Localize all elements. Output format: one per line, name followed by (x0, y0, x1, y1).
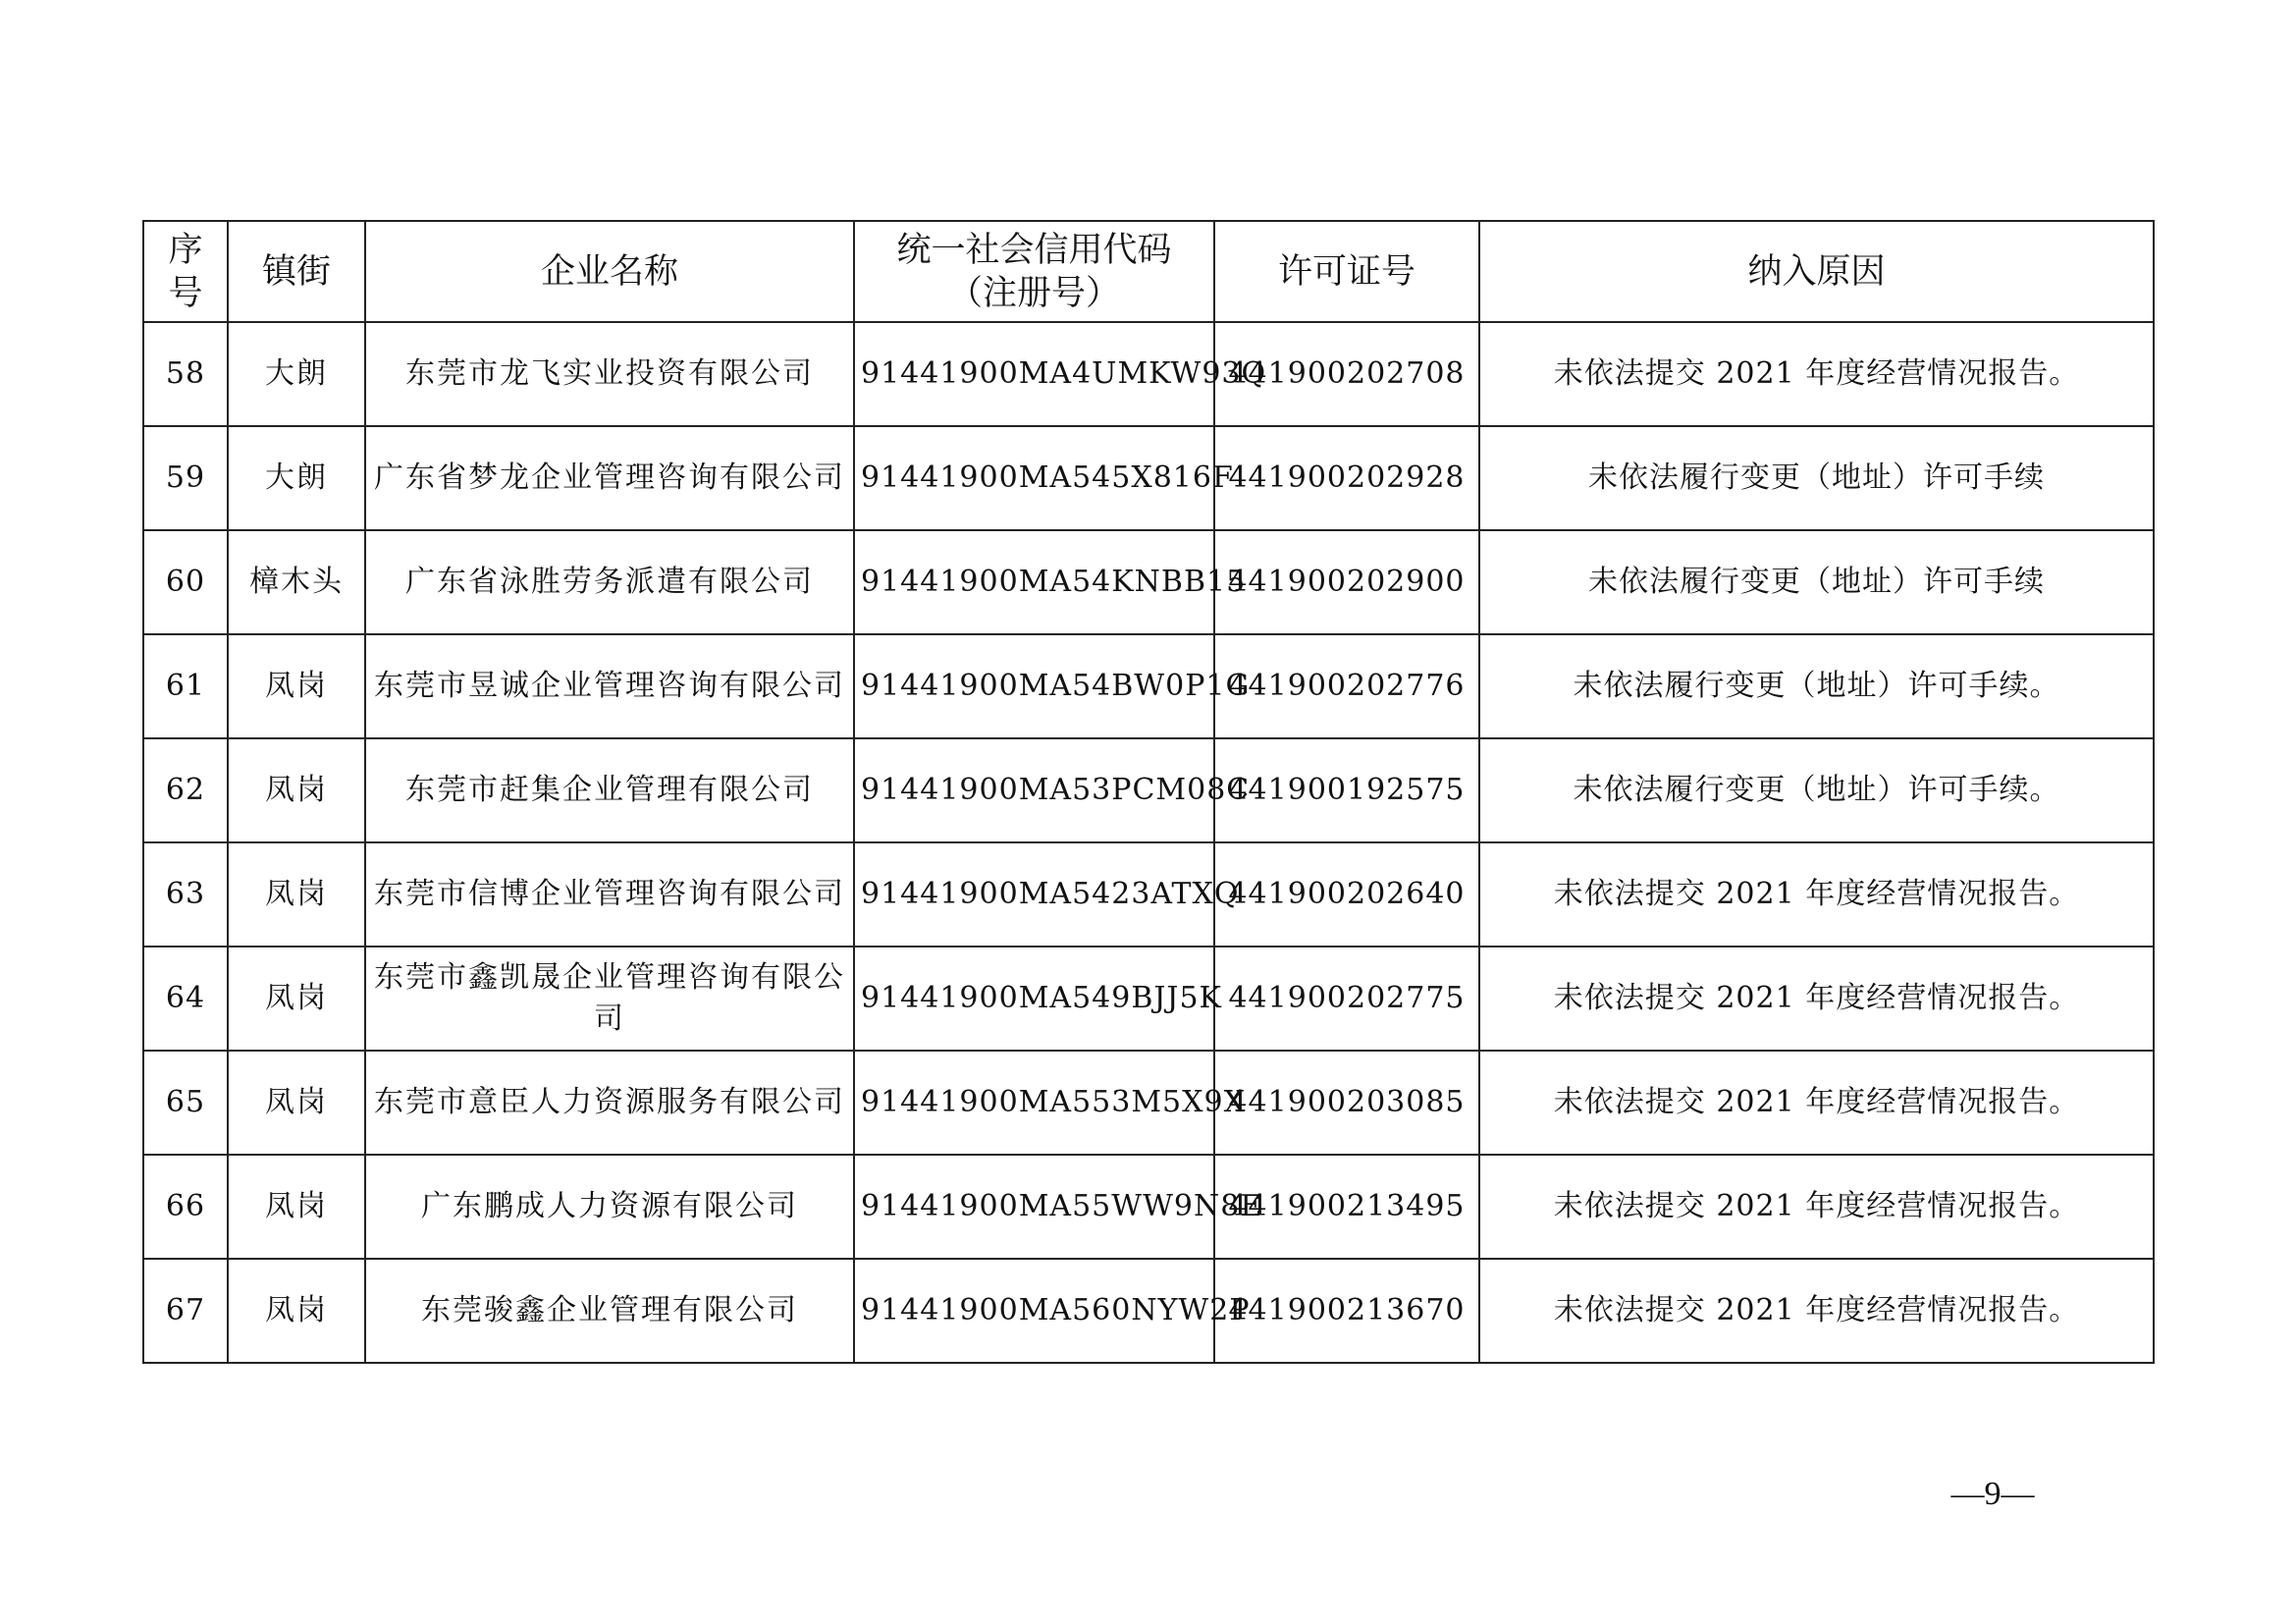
table-row (143, 426, 2154, 530)
cell-reason: 未依法履行变更（地址）许可手续。 (1479, 738, 2154, 842)
cell-credit-code: 91441900MA54BW0P1G (854, 634, 1214, 738)
cell-serial-no: 63 (143, 842, 228, 947)
header-reason: 纳入原因 (1479, 221, 2154, 322)
cell-company-name: 广东省梦龙企业管理咨询有限公司 (365, 426, 854, 530)
header-license-no: 许可证号 (1214, 221, 1479, 322)
table-row (143, 530, 2154, 634)
enterprise-table (142, 220, 2155, 1364)
cell-town: 大朗 (228, 322, 365, 426)
table-row (143, 322, 2154, 426)
cell-town: 凤岗 (228, 634, 365, 738)
cell-reason: 未依法履行变更（地址）许可手续 (1479, 426, 2154, 530)
cell-company-name: 东莞市昱诚企业管理咨询有限公司 (365, 634, 854, 738)
table-row (143, 634, 2154, 738)
cell-company-name: 广东鹏成人力资源有限公司 (365, 1155, 854, 1259)
cell-serial-no: 67 (143, 1259, 228, 1363)
cell-town: 大朗 (228, 426, 365, 530)
cell-serial-no: 62 (143, 738, 228, 842)
cell-serial-no: 64 (143, 947, 228, 1051)
cell-town: 凤岗 (228, 947, 365, 1051)
cell-license-no: 441900202708 (1214, 322, 1479, 426)
cell-license-no: 441900213670 (1214, 1259, 1479, 1363)
cell-credit-code: 91441900MA560NYW2P (854, 1259, 1214, 1363)
table-row (143, 738, 2154, 842)
table-body (143, 322, 2154, 1363)
cell-serial-no: 65 (143, 1051, 228, 1155)
cell-credit-code: 91441900MA54KNBB15 (854, 530, 1214, 634)
cell-license-no: 441900202928 (1214, 426, 1479, 530)
cell-license-no: 441900192575 (1214, 738, 1479, 842)
cell-town: 凤岗 (228, 1259, 365, 1363)
cell-town: 凤岗 (228, 738, 365, 842)
cell-company-name: 广东省泳胜劳务派遣有限公司 (365, 530, 854, 634)
cell-reason: 未依法提交 2021 年度经营情况报告。 (1479, 1051, 2154, 1155)
cell-serial-no: 66 (143, 1155, 228, 1259)
header-serial-no: 序号 (143, 221, 228, 322)
cell-reason: 未依法履行变更（地址）许可手续。 (1479, 634, 2154, 738)
cell-town: 凤岗 (228, 842, 365, 947)
cell-town: 凤岗 (228, 1155, 365, 1259)
cell-serial-no: 60 (143, 530, 228, 634)
cell-credit-code: 91441900MA55WW9N8E (854, 1155, 1214, 1259)
cell-town: 樟木头 (228, 530, 365, 634)
cell-reason: 未依法提交 2021 年度经营情况报告。 (1479, 1259, 2154, 1363)
cell-license-no: 441900202900 (1214, 530, 1479, 634)
cell-credit-code: 91441900MA5423ATXQ (854, 842, 1214, 947)
cell-reason: 未依法提交 2021 年度经营情况报告。 (1479, 322, 2154, 426)
cell-reason: 未依法提交 2021 年度经营情况报告。 (1479, 947, 2154, 1051)
cell-serial-no: 61 (143, 634, 228, 738)
cell-license-no: 441900202775 (1214, 947, 1479, 1051)
cell-town: 凤岗 (228, 1051, 365, 1155)
cell-reason: 未依法提交 2021 年度经营情况报告。 (1479, 842, 2154, 947)
cell-reason: 未依法履行变更（地址）许可手续 (1479, 530, 2154, 634)
cell-company-name: 东莞市赶集企业管理有限公司 (365, 738, 854, 842)
cell-company-name: 东莞市鑫凯晟企业管理咨询有限公司 (365, 947, 854, 1051)
cell-license-no: 441900202640 (1214, 842, 1479, 947)
table-row (143, 947, 2154, 1051)
cell-company-name: 东莞骏鑫企业管理有限公司 (365, 1259, 854, 1363)
table-row (143, 1155, 2154, 1259)
table-row (143, 842, 2154, 947)
cell-serial-no: 58 (143, 322, 228, 426)
cell-company-name: 东莞市龙飞实业投资有限公司 (365, 322, 854, 426)
header-credit-code: 统一社会信用代码（注册号） (854, 221, 1214, 322)
cell-credit-code: 91441900MA53PCM08C (854, 738, 1214, 842)
cell-company-name: 东莞市信博企业管理咨询有限公司 (365, 842, 854, 947)
table-header (143, 221, 2154, 322)
cell-license-no: 441900213495 (1214, 1155, 1479, 1259)
cell-credit-code: 91441900MA553M5X9X (854, 1051, 1214, 1155)
cell-reason: 未依法提交 2021 年度经营情况报告。 (1479, 1155, 2154, 1259)
cell-license-no: 441900202776 (1214, 634, 1479, 738)
table-row (143, 1259, 2154, 1363)
page-number: —9— (1950, 1476, 2035, 1512)
header-company-name: 企业名称 (365, 221, 854, 322)
table-row (143, 1051, 2154, 1155)
cell-credit-code: 91441900MA4UMKW93Q (854, 322, 1214, 426)
cell-credit-code: 91441900MA545X816F (854, 426, 1214, 530)
cell-serial-no: 59 (143, 426, 228, 530)
cell-license-no: 441900203085 (1214, 1051, 1479, 1155)
header-row (143, 221, 2154, 322)
cell-credit-code: 91441900MA549BJJ5K (854, 947, 1214, 1051)
header-town: 镇街 (228, 221, 365, 322)
cell-company-name: 东莞市意臣人力资源服务有限公司 (365, 1051, 854, 1155)
